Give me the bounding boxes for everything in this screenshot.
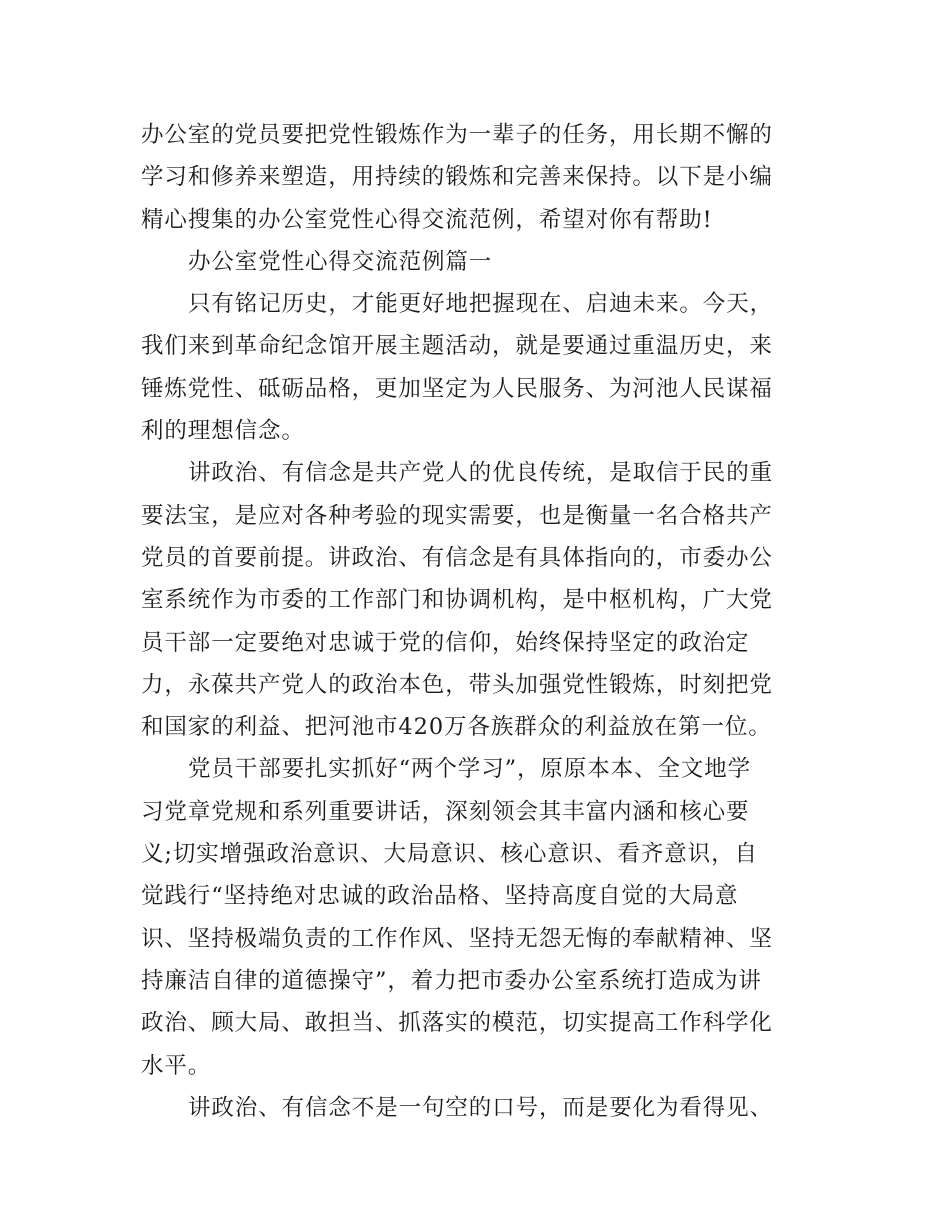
document-line: 精心搜集的办公室党性心得交流范例，希望对你有帮助! bbox=[141, 206, 713, 233]
document-line: 力，永葆共产党人的政治本色，带头加强党性锻炼，时刻把党 bbox=[141, 671, 773, 698]
document-line: 讲政治、有信念不是一句空的口号，而是要化为看得见、 bbox=[188, 1094, 774, 1121]
document-line: 政治、顾大局、敢担当、抓落实的模范，切实提高工作科学化 bbox=[141, 1010, 773, 1037]
document-line: 学习和修养来塑造，用持续的锻炼和完善来保持。以下是小编 bbox=[141, 164, 773, 191]
document-line: 水平。 bbox=[141, 1052, 212, 1079]
document-line: 锤炼党性、砥砺品格，更加坚定为人民服务、为河池人民谋福 bbox=[141, 375, 773, 402]
document-line: 党员干部要扎实抓好“两个学习”，原原本本、全文地学 bbox=[188, 756, 752, 783]
document-line: 办公室的党员要把党性锻炼作为一辈子的任务，用长期不懈的 bbox=[141, 122, 773, 148]
document-line: 只有铭记历史，才能更好地把握现在、启迪未来。今天， bbox=[188, 291, 774, 318]
document-line: 我们来到革命纪念馆开展主题活动，就是要通过重温历史，来 bbox=[141, 333, 773, 360]
document-line: 室系统作为市委的工作部门和协调机构，是中枢机构，广大党 bbox=[141, 587, 773, 614]
document-line: 觉践行“坚持绝对忠诚的政治品格、坚持高度自觉的大局意 bbox=[141, 883, 739, 910]
document-line: 和国家的利益、把河池市420万各族群众的利益放在第一位。 bbox=[141, 714, 772, 741]
document-body bbox=[141, 114, 811, 1129]
document-line: 员干部一定要绝对忠诚于党的信仰，始终保持坚定的政治定 bbox=[141, 629, 750, 656]
document-line: 要法宝，是应对各种考验的现实需要，也是衡量一名合格共产 bbox=[141, 502, 773, 529]
document-line: 持廉洁自律的道德操守”，着力把市委办公室系统打造成为讲 bbox=[141, 967, 762, 994]
document-line: 习党章党规和系列重要讲话，深刻领会其丰富内涵和核心要 bbox=[141, 798, 750, 825]
document-line: 讲政治、有信念是共产党人的优良传统，是取信于民的重 bbox=[188, 460, 774, 487]
document-line: 党员的首要前提。讲政治、有信念是有具体指向的，市委办公 bbox=[141, 544, 773, 571]
document-line: 利的理想信念。 bbox=[141, 418, 305, 445]
document-line: 识、坚持极端负责的工作作风、坚持无怨无悔的奉献精神、坚 bbox=[141, 925, 773, 952]
document-page bbox=[141, 114, 811, 1129]
document-line: 义;切实增强政治意识、大局意识、核心意识、看齐意识，自 bbox=[141, 841, 758, 868]
document-line: 办公室党性心得交流范例篇一 bbox=[188, 248, 493, 275]
